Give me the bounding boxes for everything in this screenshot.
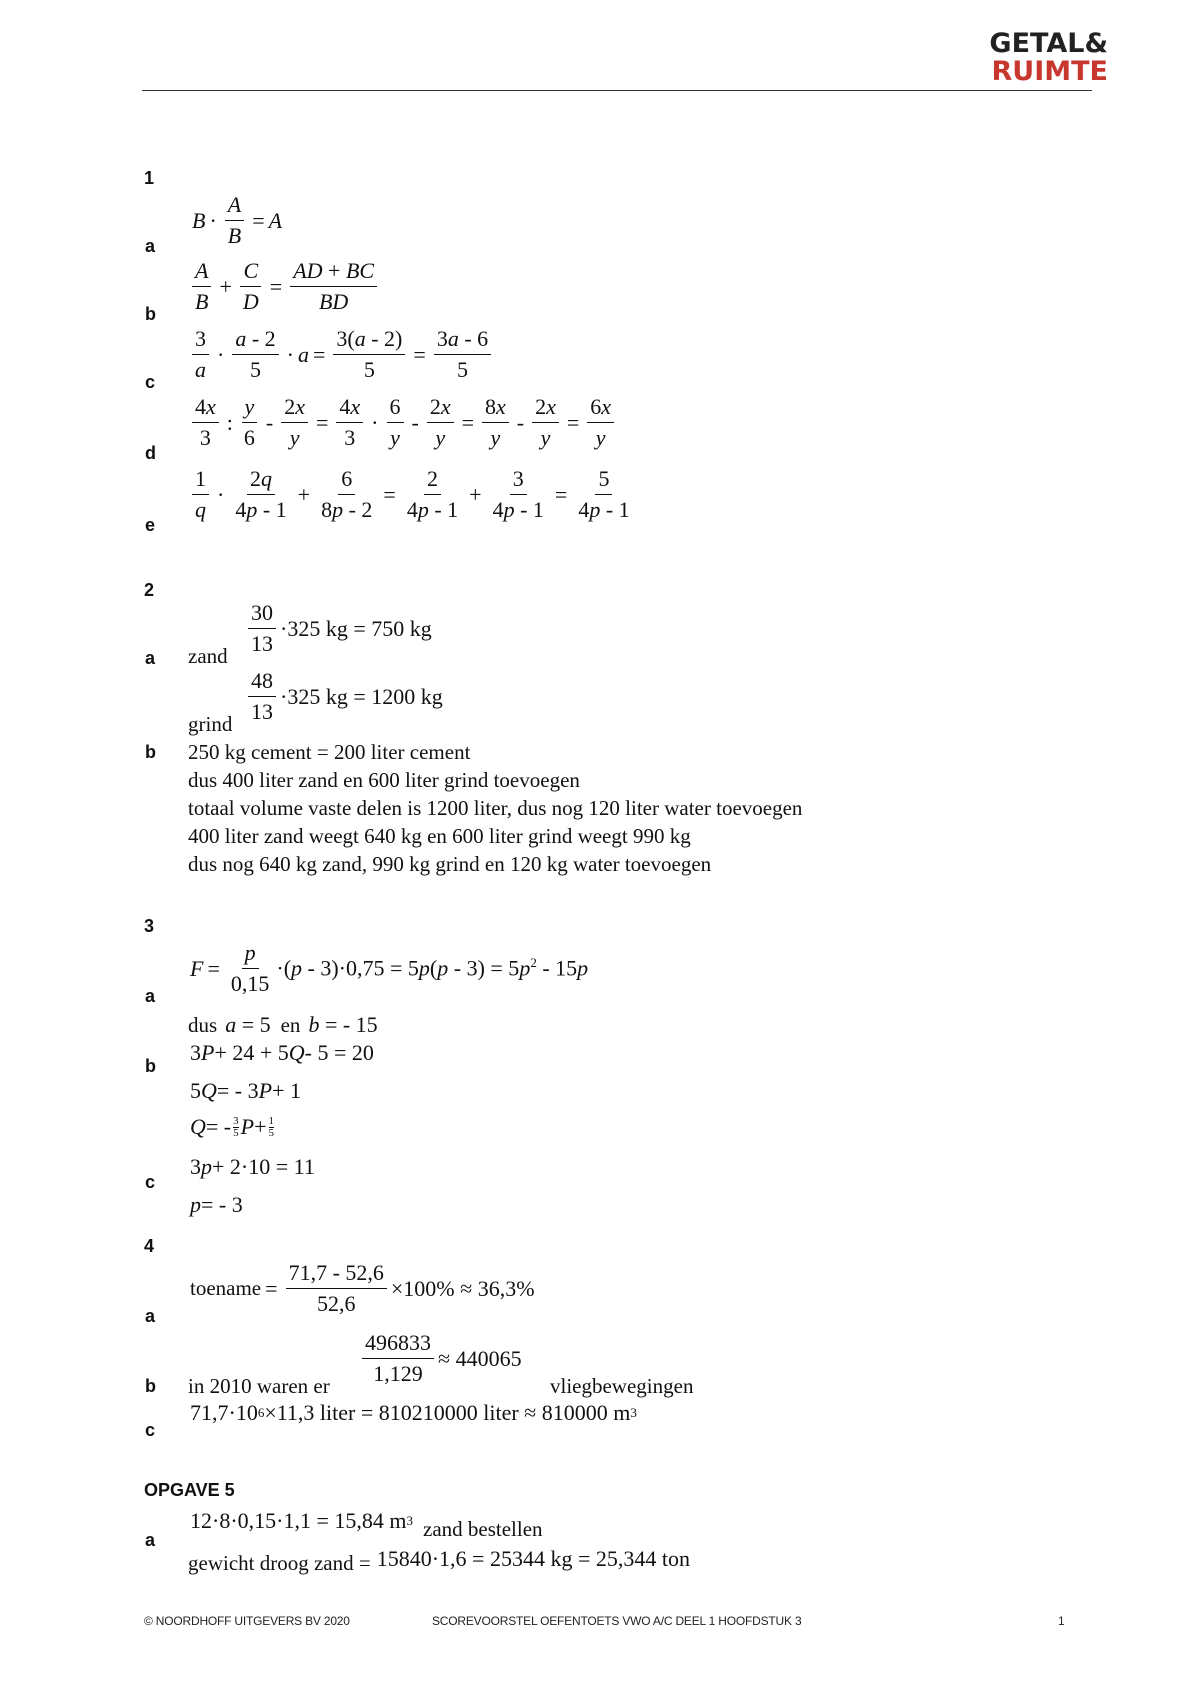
q2-b-label: b	[145, 742, 156, 762]
q5-a-bestellen: zand bestellen	[423, 1516, 543, 1541]
q4-c-label: c	[145, 1420, 156, 1440]
q2-a-zand-result: ·325 kg = 750 kg	[280, 615, 432, 641]
q2-a-zand-formula: $\frac{30}{13}$ ·325 kg = 750 kg	[244, 600, 432, 657]
q2-a-grind-formula: $\frac{48}{13}$ ·325 kg = 1200 kg	[244, 668, 443, 725]
q4-b-outro: vliegbewegingen	[550, 1374, 694, 1398]
q5-a-label: a	[145, 1530, 156, 1550]
footer-copyright: © NOORDHOFF UITGEVERS BV 2020	[144, 1614, 350, 1628]
q3-b-step-2: 5 Q = - 3 P + 1	[190, 1078, 301, 1103]
header-rule	[142, 90, 1092, 91]
q1-a-formula: B · $\frac{A}{B}$ = A	[192, 192, 283, 248]
q1-d-label: d	[145, 443, 156, 463]
q1-d-formula: $\frac{4x}{3}$ : $\frac{y}{6}$ - $\frac{2x}{y}$ = $\frac{4x}{3}$ · $\frac{6}{y}$ - $\frac{2x}{y}$ = $\frac{8x}{y}$ - $\frac{2x}{y}$ = $\frac{6x}{y}$	[188, 394, 618, 451]
q4-b-label: b	[145, 1376, 156, 1396]
q2-b-line-5: dus nog 640 kg zand, 990 kg grind en 120 kg water toevoegen	[188, 852, 712, 876]
q1-e-label: e	[145, 515, 156, 535]
q3-number: 3	[144, 916, 155, 936]
q2-a-grind-result: ·325 kg = 1200 kg	[280, 683, 443, 709]
q1-c-label: c	[145, 372, 156, 392]
q2-a-grind-label: grind	[188, 712, 233, 736]
q5-a-formula-2: gewicht droog zand = 15840·1,6 = 25344 kg = 25,344 ton	[188, 1546, 690, 1575]
q2-b-line-1: 250 kg cement = 200 liter cement	[188, 740, 471, 764]
q2-b-line-2: dus 400 liter zand en 600 liter grind toevoegen	[188, 768, 580, 792]
q3-a-label: a	[145, 986, 156, 1006]
q1-a-label: a	[145, 236, 156, 256]
q3-a-dus: dus	[188, 1012, 218, 1037]
q4-a-toename: toename	[190, 1276, 262, 1300]
logo-line-1: GETAL&	[989, 28, 1108, 59]
q4-b-intro: in 2010 waren er	[188, 1374, 330, 1398]
logo-line-2: RUIMTE	[991, 56, 1108, 87]
q3-c-step-2: p = - 3	[190, 1192, 243, 1217]
q3-c-step-1: 3 p + 2·10 = 11	[190, 1154, 315, 1179]
q3-a-formula: F = $\frac{p}{0,15}$ $\cdot(p - 3)\cdot 0,75 = 5p(p - 3) = 5p^2 - 15p$	[190, 940, 589, 996]
q3-a-conclusion: dus a = 5 en b = - 15	[188, 1012, 378, 1037]
q3-b-step-1: 3 P + 24 + 5 Q - 5 = 20	[190, 1040, 374, 1065]
q1-b-label: b	[145, 304, 156, 324]
footer-page-number: 1	[1058, 1614, 1065, 1628]
q5-a-formula-1: 12·8·0,15·1,1 = 15,84 m 3 zand bestellen	[190, 1508, 543, 1541]
q4-b-formula: $\frac{496833}{1,129}$ ≈ 440065	[358, 1330, 522, 1387]
q2-a-label: a	[145, 648, 156, 668]
footer-title: SCOREVOORSTEL OEFENTOETS VWO A/C DEEL 1 HOOFDSTUK 3	[432, 1614, 802, 1628]
q4-c-formula: 71,7·10 6 ×11,3 liter = 810210000 liter ≈ 810000 m 3	[190, 1400, 637, 1425]
q4-a-formula: toename = $\frac{71,7 - 52,6}{52,6}$ ×100% ≈ 36,3%	[190, 1260, 535, 1316]
q2-number: 2	[144, 580, 155, 600]
q2-b-line-4: 400 liter zand weegt 640 kg en 600 liter grind weegt 990 kg	[188, 824, 691, 848]
q4-number: 4	[144, 1236, 155, 1256]
q1-c-formula: $\frac{3}{a}$ · $\frac{a - 2}{5}$ · a = $\frac{3(a - 2)}{5}$ = $\frac{3a - 6}{5}$	[188, 326, 495, 383]
q2-a-zand-label: zand	[188, 644, 228, 668]
getal-ruimte-logo	[978, 30, 1108, 86]
q3-b-label: b	[145, 1056, 156, 1076]
q3-a-en: en	[280, 1012, 301, 1037]
q2-b-line-3: totaal volume vaste delen is 1200 liter, dus nog 120 liter water toevoegen	[188, 796, 803, 820]
q4-a-label: a	[145, 1306, 156, 1326]
q3-c-label: c	[145, 1172, 156, 1192]
q5-a-gewicht: gewicht droog zand =	[188, 1550, 371, 1575]
q1-number: 1	[144, 168, 155, 188]
q1-b-formula: $\frac{A}{B}$ + $\frac{C}{D}$ = $\frac{AD + BC}{BD}$	[188, 258, 381, 315]
q5-title: OPGAVE 5	[144, 1480, 235, 1500]
q3-b-step-3: Q = - 3 5 P + 1 5	[190, 1114, 274, 1139]
q1-e-formula: $\frac{1}{q}$ · $\frac{2q}{4p - 1}$ + $\frac{6}{8p - 2}$ = $\frac{2}{4p - 1}$ + $\frac{3}{4p - 1}$ = $\frac{5}{4p - 1}$	[188, 466, 637, 523]
